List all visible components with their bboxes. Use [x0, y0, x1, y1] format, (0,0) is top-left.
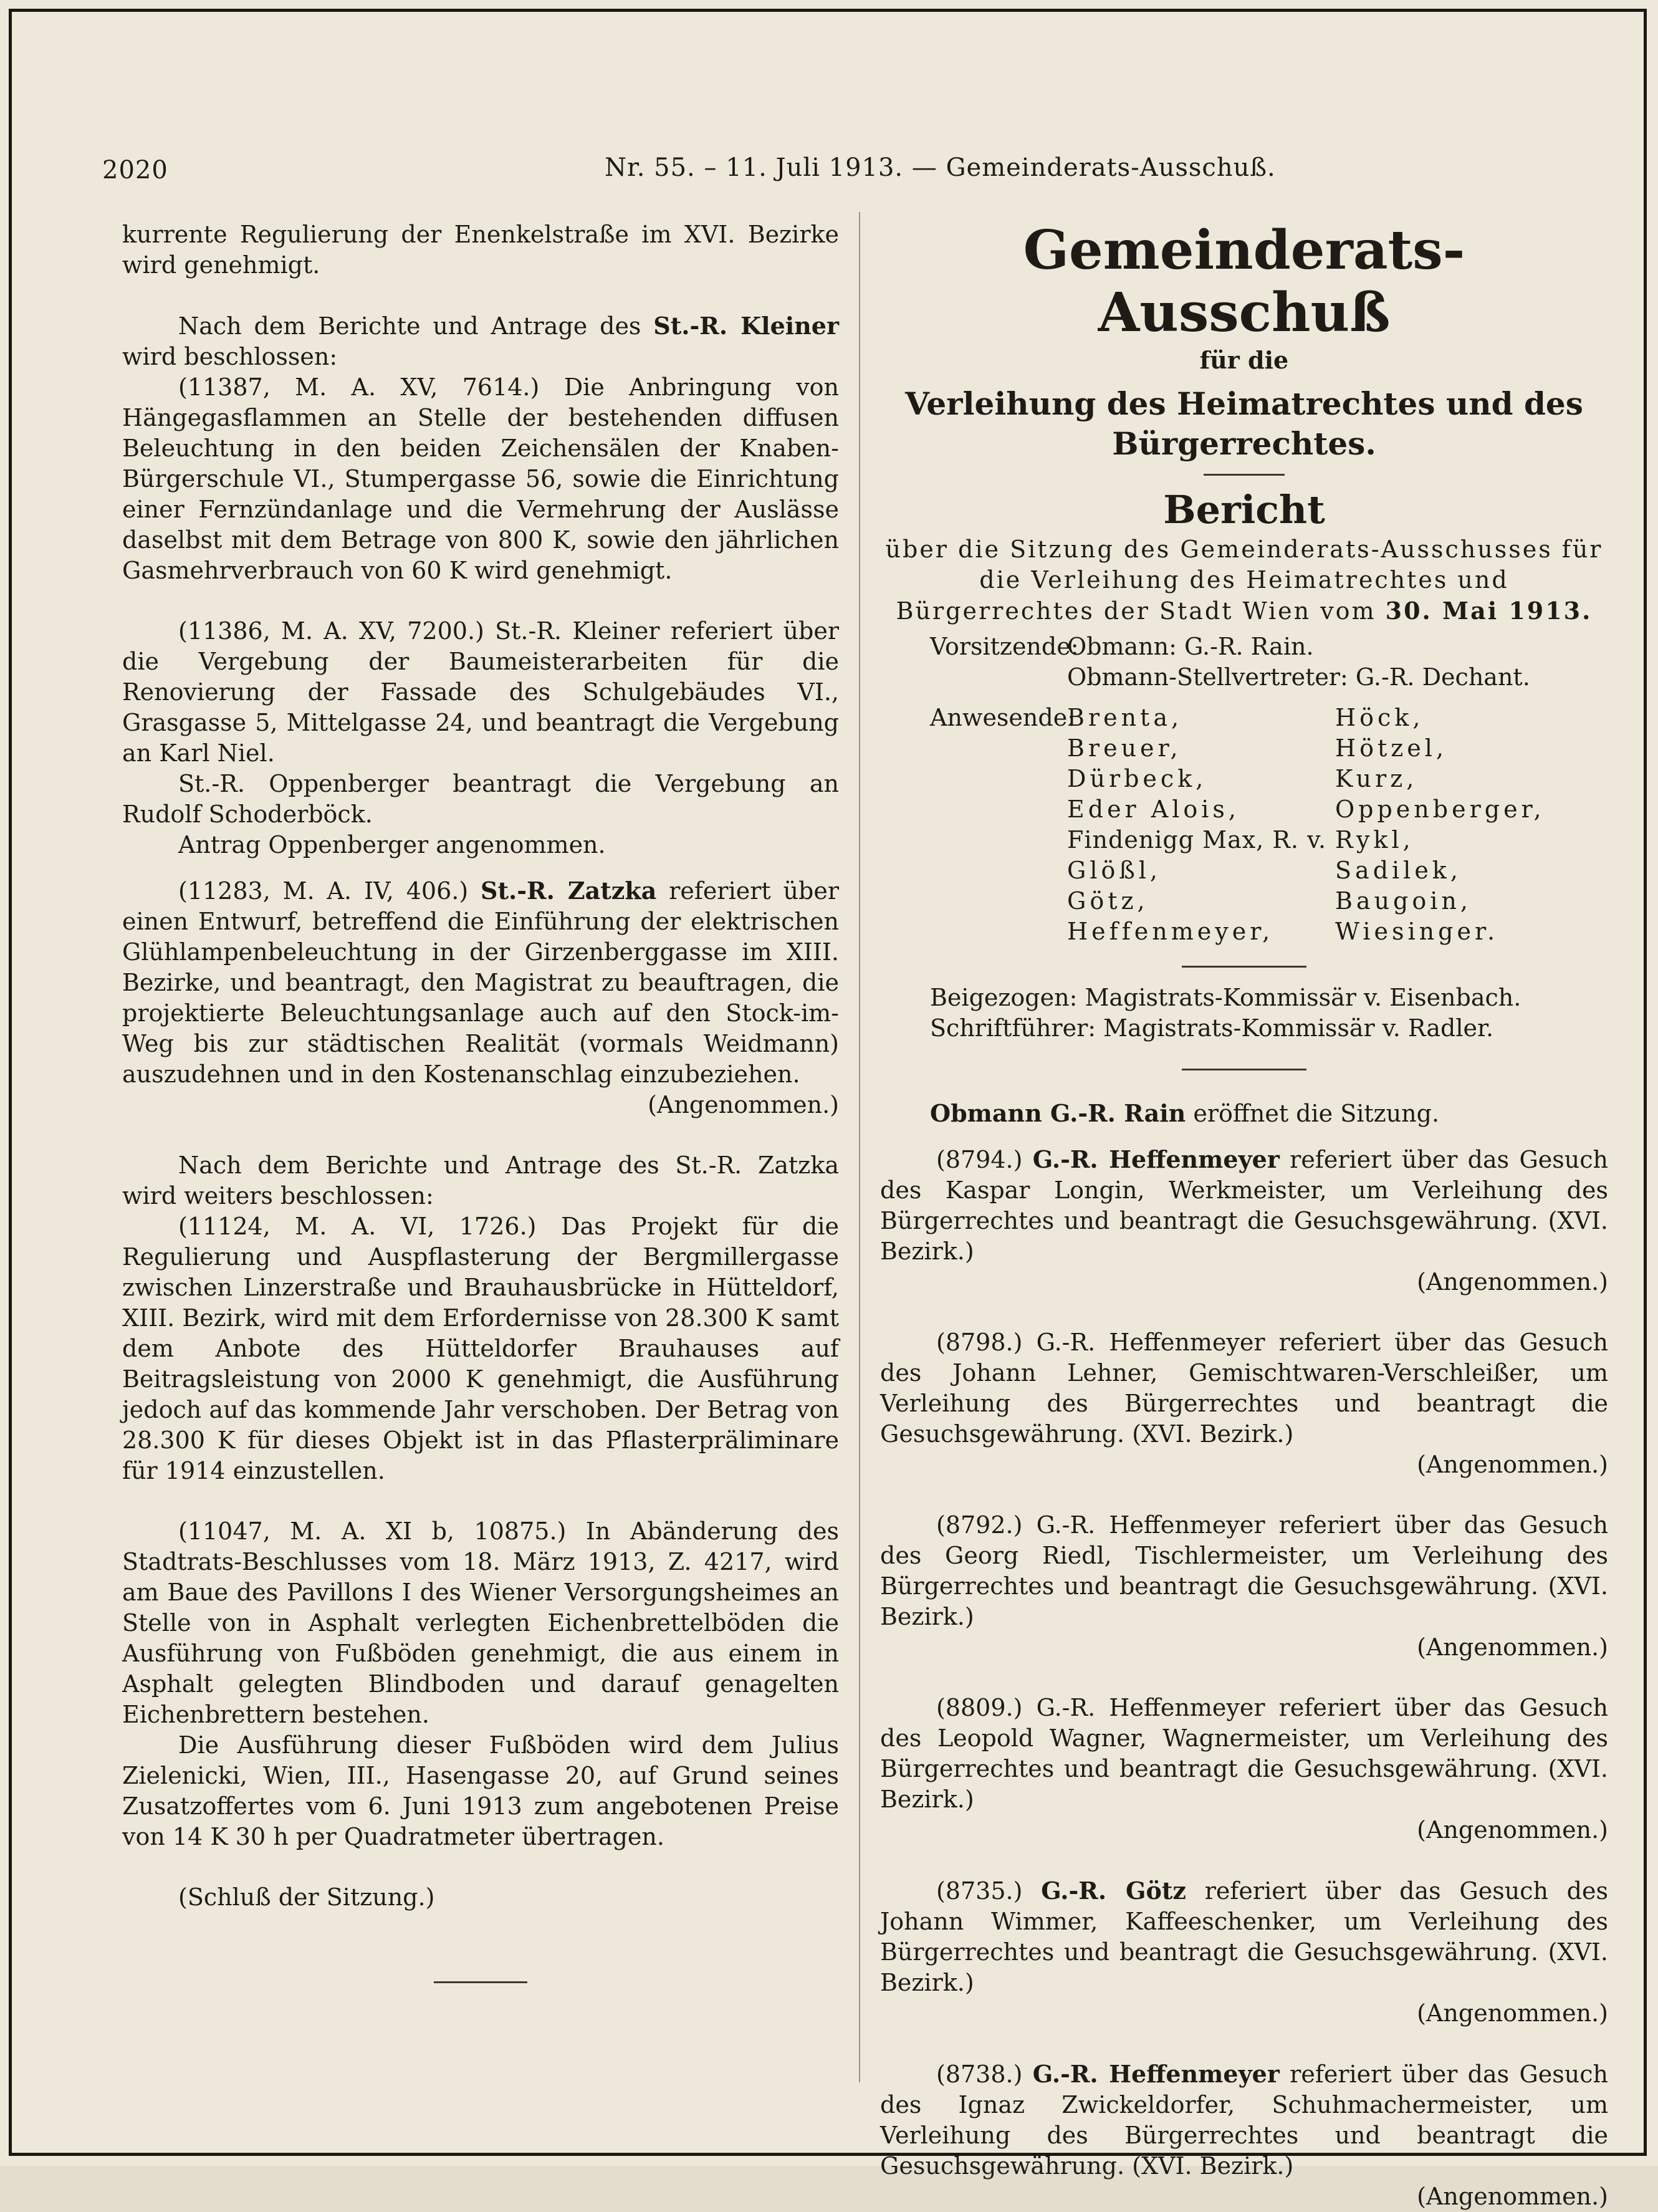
present-name: Brenta,: [1067, 704, 1183, 731]
result-accepted: (Angenommen.): [1417, 1451, 1608, 1478]
officials-block: [880, 983, 1608, 1044]
title-rule: [1204, 474, 1285, 476]
present-name: Kurz,: [1335, 765, 1418, 792]
result-accepted: (Angenommen.): [1417, 2183, 1608, 2210]
present-name: Breuer,: [1067, 734, 1182, 762]
chair-block: [880, 632, 1608, 693]
running-head: [0, 153, 1658, 191]
paragraph-11283: (11283, M. A. IV, 406.) St.-R. Zatzka referiert über einen Entwurf, betreffend die Einführung der elektrischen Glühlampenbeleuchtung in der Girzenberggasse im XIII. Bezirke, und beantragt, den Magistrat zu beauftragen, die projektierte Beleuchtungsanlage auch auf den Stock-im-Weg bis zur städtischen Realität (vormals Weidmann) auszudehnen und in den Kostenanschlag einzubeziehen.: [122, 877, 839, 1088]
paragraph-11386: (11386, M. A. XV, 7200.) St.-R. Kleiner referiert über die Vergebung der Baumeisterarbeiten für die Renovierung der Fassade des Schulgebäudes VI., Grasgasse 5, Mittelgasse 24, und beantragt die Vergebung an Karl Niel.: [122, 617, 839, 767]
chair-label: Vorsitzende:: [930, 633, 1079, 660]
attendance-block: [880, 703, 1608, 947]
speaker-name: Obmann G.-R. Rain: [930, 1099, 1186, 1127]
officials-rule: [1182, 1069, 1306, 1070]
paragraph-floor-contract: Die Ausführung dieser Fußböden wird dem Julius Zielenicki, Wien, III., Hasengasse 20, auf Grund seines Zusatzoffertes vom 6. Juni 1913 zum angebotenen Preise von 14 K 30 h per Quadratmeter übertragen.: [122, 1731, 839, 1850]
entry-8738: (8738.) G.-R. Heffenmeyer referiert über das Gesuch des Ignaz Zwickeldorfer, Schuhmachermeister, um Verleihung des Bürgerrechtes und beantragt die Gesuchsgewährung. (XVI. Bezirk.): [880, 2060, 1609, 2180]
right-column: [880, 219, 1608, 2212]
end-rule: [434, 1981, 527, 1983]
present-name: Dürbeck,: [1067, 765, 1207, 792]
left-column: [122, 219, 839, 1983]
report-date: 30. Mai 1913.: [1385, 597, 1593, 625]
result-accepted: (Angenommen.): [648, 1091, 839, 1118]
session-closing: (Schluß der Sitzung.): [178, 1883, 435, 1911]
present-name: Eder Alois,: [1067, 796, 1240, 823]
paragraph-11387: (11387, M. A. XV, 7614.) Die Anbringung von Hängegasflammen an Stelle der bestehenden diffusen Beleuchtung in den beiden Zeichensälen der Knaben-Bürgerschule VI., Stumpergasse 56, sowie die Einrichtung einer Fernzündanlage und die Vermehrung der Auslässe daselbst mit dem Betrage von 800 K, sowie den jährlichen Gasmehrverbrauch von 60 K wird genehmigt.: [122, 373, 839, 584]
entry-8794: (8794.) G.-R. Heffenmeyer referiert über das Gesuch des Kaspar Longin, Werkmeister, um Verleihung des Bürgerrechtes und beantragt die Gesuchsgewährung. (XVI. Bezirk.): [880, 1145, 1609, 1265]
chair-1: Obmann: G.-R. Rain.: [1067, 633, 1314, 660]
chair-2: Obmann-Stellvertreter: G.-R. Dechant.: [1067, 663, 1530, 691]
present-label: Anwesende:: [930, 704, 1076, 731]
paragraph-11047: (11047, M. A. XI b, 10875.) In Abänderung des Stadtrats-Beschlusses vom 18. März 1913, Z. 4217, wird am Baue des Pavillons I des Wiener Versorgungsheimes an Stelle von in Asphalt verlegten Eichenbrettelböden die Ausführung von Fußböden genehmigt, die aus einem in Asphalt gelegten Blindboden und darauf genagelten Eichenbrettern bestehen.: [122, 1517, 839, 1728]
result-accepted: (Angenommen.): [1417, 1268, 1608, 1296]
speaker-name: G.-R. Heffenmeyer: [1032, 2060, 1280, 2088]
speaker-name: St.-R. Kleiner: [653, 312, 840, 340]
paragraph-zatzka-intro: Nach dem Berichte und Antrage des St.-R. Zatzka wird weiters beschlossen:: [122, 1152, 839, 1209]
paragraph-11124: (11124, M. A. VI, 1726.) Das Projekt für die Regulierung und Auspflasterung der Bergmillergasse zwischen Linzerstraße und Brauhausbrücke in Hütteldorf, XIII. Bezirk, wird mit dem Erfordernisse von 28.300 K samt dem Anbote des Hütteldorfer Brauhauses auf Beitragsleistung von 2000 K genehmigt, die Ausführung jedoch auf das kommende Jahr verschoben. Der Betrag von 28.300 K für dieses Objekt ist in das Pflasterpräliminare für 1914 einzustellen.: [122, 1213, 839, 1484]
section-title: Gemeinderats-Ausschuß: [1023, 219, 1465, 344]
attendance-rule: [1182, 966, 1306, 968]
attached-official: Beigezogen: Magistrats-Kommissär v. Eisenbach.: [930, 984, 1521, 1011]
column-divider: [859, 212, 860, 2082]
present-name: Wiesinger.: [1335, 918, 1499, 945]
page-number: 2020: [102, 156, 168, 185]
present-name: Findenigg Max, R. v.: [1067, 826, 1327, 854]
speaker-name: St.-R. Zatzka: [481, 877, 657, 905]
result-accepted: (Angenommen.): [1417, 1633, 1608, 1661]
running-title: Nr. 55. – 11. Juli 1913. — Gemeinderats-Ausschuß.: [605, 153, 1276, 182]
result-accepted: (Angenommen.): [1417, 1999, 1608, 2027]
paragraph-oppenberger-motion: St.-R. Oppenberger beantragt die Vergebung an Rudolf Schoderböck.: [122, 770, 839, 828]
report-heading: Bericht: [1163, 487, 1325, 532]
entry-8735: (8735.) G.-R. Götz referiert über das Gesuch des Johann Wimmer, Kaffeeschenker, um Verleihung des Bürgerrechtes und beantragt die Gesuchsgewährung. (XVI. Bezirk.): [880, 1877, 1609, 1996]
present-name: Sadilek,: [1335, 857, 1462, 884]
present-name: Baugoin,: [1335, 887, 1472, 915]
speaker-name: G.-R. Heffenmeyer: [1032, 1145, 1280, 1173]
entry-8809: (8809.) G.-R. Heffenmeyer referiert über das Gesuch des Leopold Wagner, Wagnermeister, um Verleihung des Bürgerrechtes und beantragt die Gesuchsgewährung. (XVI. Bezirk.): [880, 1694, 1608, 1813]
present-name: Hötzel,: [1335, 734, 1448, 762]
paragraph-kleiner-intro: Nach dem Berichte und Antrage des St.-R. Kleiner wird beschlossen:: [122, 312, 840, 370]
section-subtitle-1: für die: [1199, 346, 1289, 374]
report-intro: über die Sitzung des Gemeinderats-Ausschusses für die Verleihung des Heimatrechtes und Bürgerrechtes der Stadt Wien vom 30. Mai 1913.: [885, 536, 1603, 625]
paragraph-regulation-end: kurrente Regulierung der Enenkelstraße im XVI. Bezirke wird genehmigt.: [122, 221, 839, 279]
paragraph-motion-accepted: Antrag Oppenberger angenommen.: [178, 831, 606, 858]
speaker-name: G.-R. Götz: [1041, 1877, 1186, 1905]
present-name: Oppenberger,: [1335, 796, 1545, 823]
present-name: Rykl,: [1335, 826, 1414, 854]
result-accepted: (Angenommen.): [1417, 1816, 1608, 1844]
session-opening: Obmann G.-R. Rain eröffnet die Sitzung.: [930, 1099, 1440, 1127]
section-subtitle-2: Verleihung des Heimatrechtes und des Bürgerrechtes.: [905, 385, 1583, 462]
entry-8792: (8792.) G.-R. Heffenmeyer referiert über das Gesuch des Georg Riedl, Tischlermeister, um Verleihung des Bürgerrechtes und beantragt die Gesuchsgewährung. (XVI. Bezirk.): [880, 1511, 1608, 1630]
present-name: Heffenmeyer,: [1067, 918, 1274, 945]
present-name: Götz,: [1067, 887, 1149, 915]
present-name: Glößl,: [1067, 857, 1162, 884]
secretary: Schriftführer: Magistrats-Kommissär v. Radler.: [930, 1014, 1494, 1042]
present-name: Höck,: [1335, 704, 1424, 731]
entry-8798: (8798.) G.-R. Heffenmeyer referiert über das Gesuch des Johann Lehner, Gemischtwaren-Verschleißer, um Verleihung des Bürgerrechtes und beantragt die Gesuchsgewährung. (XVI. Bezirk.): [880, 1329, 1608, 1448]
